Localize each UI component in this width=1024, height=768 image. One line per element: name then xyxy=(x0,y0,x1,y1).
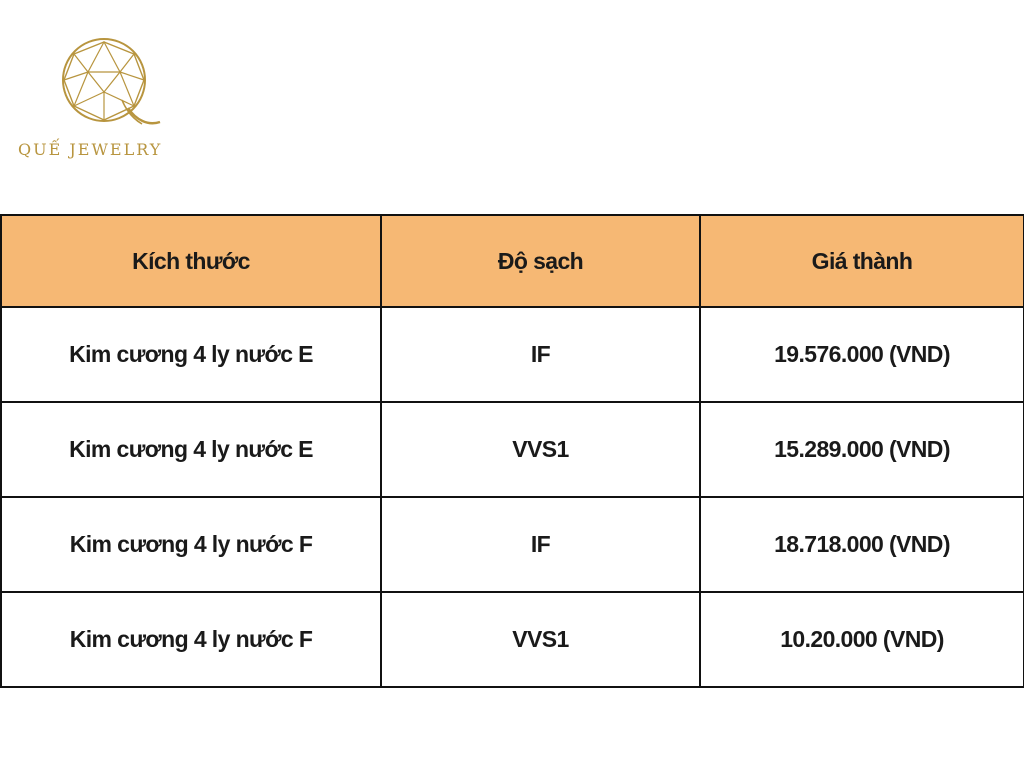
brand-logo xyxy=(18,34,188,164)
size-cell: Kim cương 4 ly nước E xyxy=(1,402,381,497)
clarity-cell: IF xyxy=(381,307,700,402)
price-cell: 10.20.000 (VND) xyxy=(700,592,1024,687)
table-header-row xyxy=(1,215,1024,307)
table-row xyxy=(1,497,1024,592)
size-cell: Kim cương 4 ly nước E xyxy=(1,307,381,402)
size-cell: Kim cương 4 ly nước F xyxy=(1,592,381,687)
price-cell: 19.576.000 (VND) xyxy=(700,307,1024,402)
price-cell: 18.718.000 (VND) xyxy=(700,497,1024,592)
table-row xyxy=(1,307,1024,402)
diamond-q-logo-icon xyxy=(52,34,162,134)
clarity-cell: VVS1 xyxy=(381,402,700,497)
price-cell: 15.289.000 (VND) xyxy=(700,402,1024,497)
column-header-size: Kích thước xyxy=(1,215,381,307)
column-header-clarity: Độ sạch xyxy=(381,215,700,307)
clarity-cell: IF xyxy=(381,497,700,592)
brand-name: QUẾ JEWELRY xyxy=(18,140,163,159)
price-table xyxy=(0,214,1024,688)
column-header-price: Giá thành xyxy=(700,215,1024,307)
table-row xyxy=(1,592,1024,687)
clarity-cell: VVS1 xyxy=(381,592,700,687)
table-row xyxy=(1,402,1024,497)
size-cell: Kim cương 4 ly nước F xyxy=(1,497,381,592)
